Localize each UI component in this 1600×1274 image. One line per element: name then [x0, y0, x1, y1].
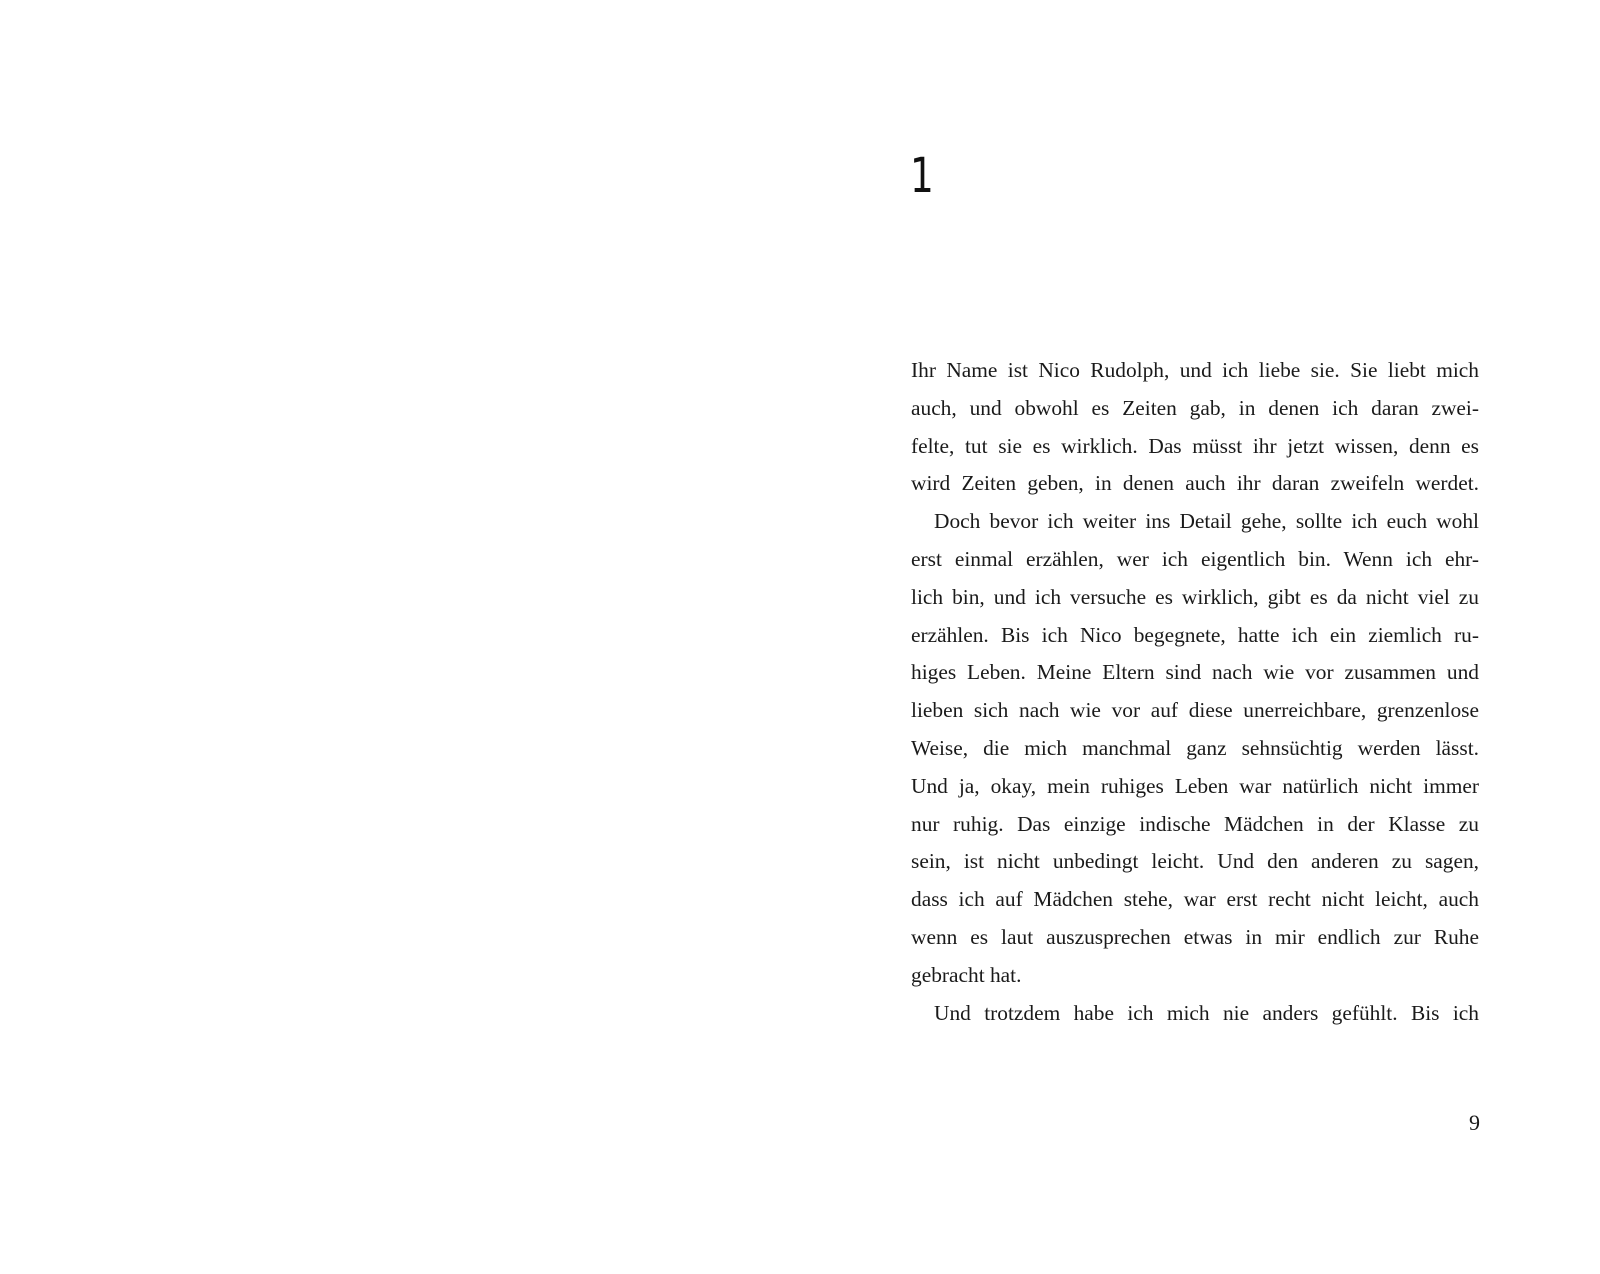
text-line: wenn es laut auszusprechen etwas in mir endlich zur Ruhe — [911, 924, 1479, 949]
text-line: dass ich auf Mädchen stehe, war erst recht nicht leicht, auch — [911, 887, 1479, 912]
right-page — [800, 0, 1600, 1274]
text-line: lieben sich nach wie vor auf diese unerreichbare, grenzenlose — [911, 698, 1479, 723]
page-number: 9 — [1469, 1110, 1480, 1135]
text-line: felte, tut sie es wirklich. Das müsst ihr jetzt wissen, denn es — [911, 433, 1479, 458]
text-line: higes Leben. Meine Eltern sind nach wie vor zusammen und — [911, 660, 1479, 685]
text-line: nur ruhig. Das einzige indische Mädchen in der Klasse zu — [911, 811, 1479, 836]
text-line: Doch bevor ich weiter ins Detail gehe, sollte ich euch wohl — [934, 509, 1479, 534]
text-line: Ihr Name ist Nico Rudolph, und ich liebe sie. Sie liebt mich — [911, 358, 1479, 382]
text-line: Und ja, okay, mein ruhiges Leben war natürlich nicht immer — [911, 773, 1479, 798]
chapter-number: 1 — [910, 148, 934, 204]
text-line: Weise, die mich manchmal ganz sehnsüchtig werden lässt. — [911, 735, 1479, 760]
text-line: gebracht hat. — [911, 962, 1022, 987]
text-line: sein, ist nicht unbedingt leicht. Und den anderen zu sagen, — [911, 849, 1479, 874]
text-line: erzählen. Bis ich Nico begegnete, hatte ich ein ziemlich ru- — [911, 622, 1479, 647]
text-line: wird Zeiten geben, in denen auch ihr daran zweifeln werdet. — [911, 471, 1479, 496]
body-text — [911, 352, 1479, 1032]
text-line: auch, und obwohl es Zeiten gab, in denen ich daran zwei- — [911, 395, 1479, 420]
text-line: lich bin, und ich versuche es wirklich, gibt es da nicht viel zu — [911, 584, 1479, 609]
text-line: erst einmal erzählen, wer ich eigentlich bin. Wenn ich ehr- — [911, 546, 1479, 571]
text-line: Und trotzdem habe ich mich nie anders gefühlt. Bis ich — [934, 1000, 1479, 1025]
